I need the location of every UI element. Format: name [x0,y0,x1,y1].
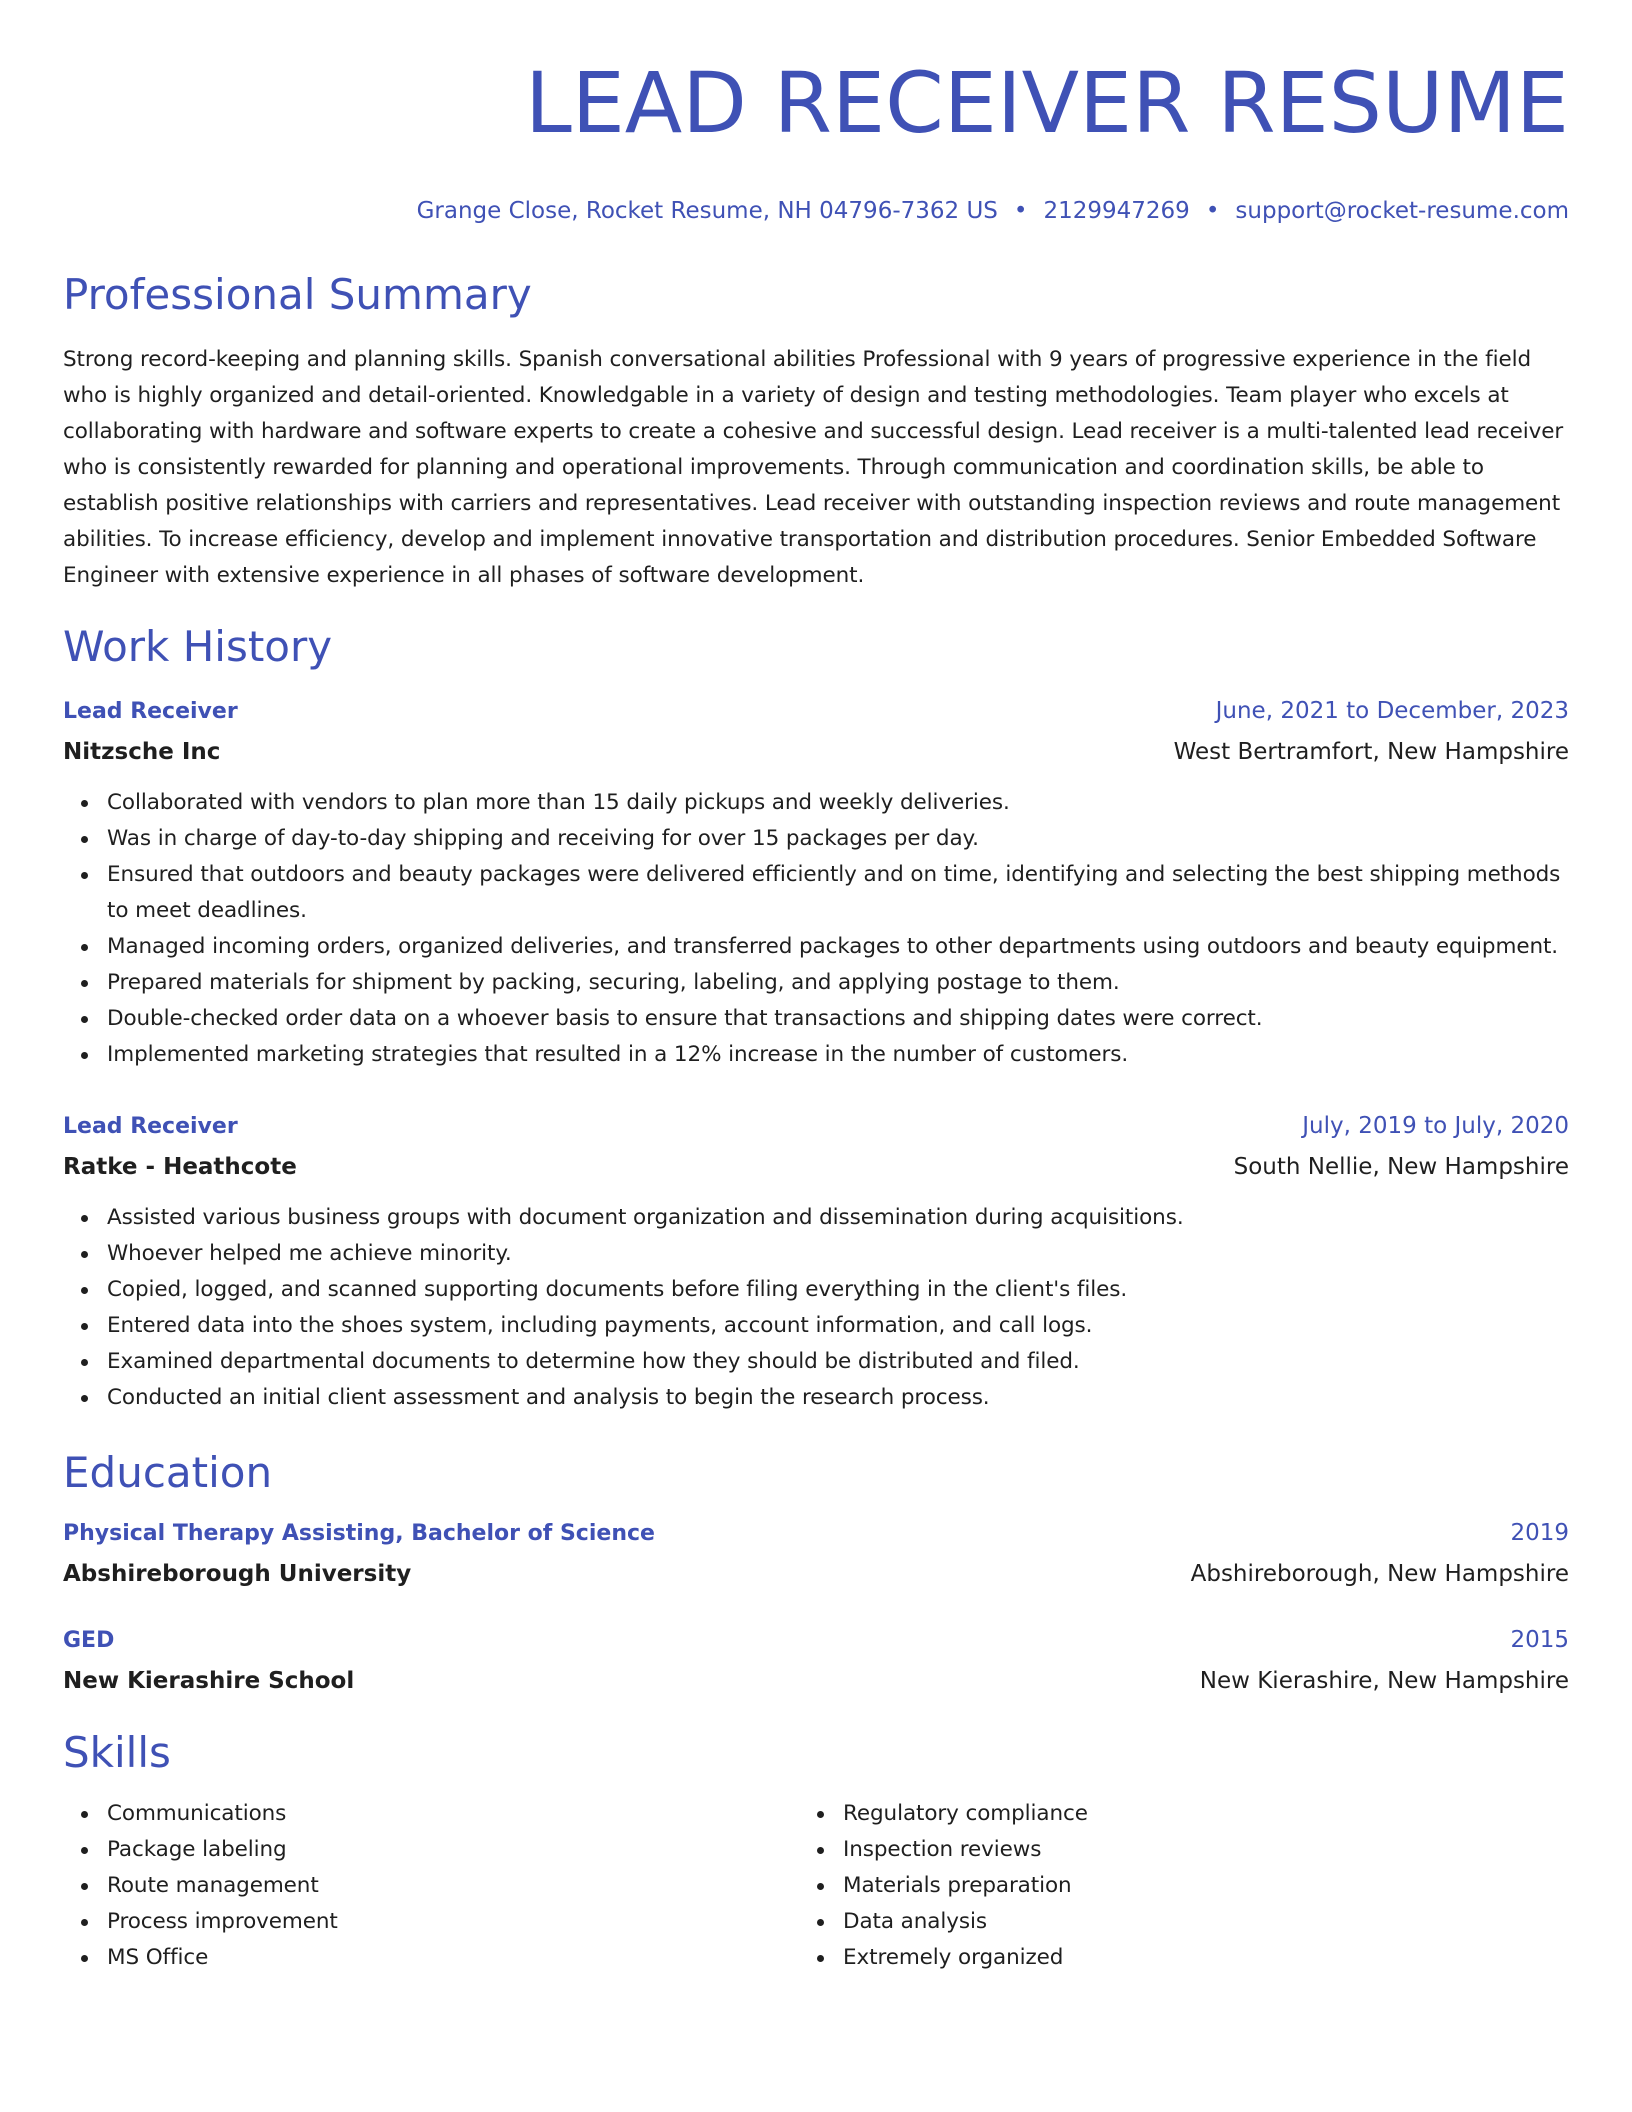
skill-item: Route management [107,1868,799,1904]
skill-item: Process improvement [107,1904,799,1940]
education-location: Abshireborough, New Hampshire [1190,1561,1569,1587]
job-role: Lead Receiver [63,699,238,724]
job-dates: July, 2019 to July, 2020 [1302,1113,1569,1139]
job-company: Ratke - Heathcote [63,1154,297,1180]
job-company: Nitzsche Inc [63,739,221,765]
contact-line [63,196,1569,226]
education-entry [63,1518,1569,1589]
skill-item: Regulatory compliance [843,1796,1535,1832]
job-dates: June, 2021 to December, 2023 [1215,698,1569,724]
job-location: West Bertramfort, New Hampshire [1173,739,1569,765]
contact-phone: 2129947269 [1043,198,1190,224]
job-bullet: Was in charge of day-to-day shipping and receiving for over 15 packages per day. [107,821,1569,857]
section-title-skills: Skills [63,1728,171,1777]
job-bullet: Managed incoming orders, organized deliveries, and transferred packages to other departments using outdoors and beauty equipment. [107,929,1569,965]
job-company-row [63,1152,1569,1182]
job-bullet: Examined departmental documents to determine how they should be distributed and filed. [107,1344,1569,1380]
job-bullet: Double-checked order data on a whoever basis to ensure that transactions and shipping dates were correct. [107,1001,1569,1037]
resume-title: LEAD RECEIVER RESUME [524,54,1569,152]
education-school: New Kierashire School [63,1668,355,1694]
skill-item: MS Office [107,1940,799,1976]
contact-email: support@rocket-resume.com [1235,198,1569,224]
skills-grid [63,1796,1569,1976]
education-year: 2019 [1510,1520,1569,1546]
job-bullet: Prepared materials for shipment by packing, securing, labeling, and applying postage to them. [107,965,1569,1001]
education-school-row [63,1666,1569,1696]
contact-separator: • [1205,198,1220,224]
education-school: Abshireborough University [63,1561,412,1587]
education-school-row [63,1559,1569,1589]
education-degree: Physical Therapy Assisting, Bachelor of Science [63,1521,655,1546]
education-year: 2015 [1510,1627,1569,1653]
education-entry [63,1625,1569,1696]
section-title-summary: Professional Summary [63,270,532,319]
job-bullet: Copied, logged, and scanned supporting documents before filing everything in the client's files. [107,1272,1569,1308]
skill-item: Data analysis [843,1904,1535,1940]
education-location: New Kierashire, New Hampshire [1199,1668,1569,1694]
job-header-row [63,1111,1569,1142]
skill-item: Communications [107,1796,799,1832]
job-role: Lead Receiver [63,1114,238,1139]
job-bullet: Implemented marketing strategies that resulted in a 12% increase in the number of customers. [107,1037,1569,1073]
job-bullets [63,785,1569,1073]
summary-text: Strong record-keeping and planning skills. Spanish conversational abilities Professional with 9 years of progressive experience in the field who is highly organized and detail-oriented. Knowledgable in a variety of design and testing methodologies. Team player who excels at collaborating with hardware and software experts to create a cohesive and successful design. Lead receiver is a multi-talented lead receiver who is consistently rewarded for planning and operational improvements. Through communication and coordination skills, be able to establish positive relationships with carriers and representatives. Lead receiver with outstanding inspection reviews and route management abilities. To increase efficiency, develop and implement innovative transportation and distribution procedures. Senior Embedded Software Engineer with extensive experience in all phases of software development. [63,347,1564,588]
skill-item: Package labeling [107,1832,799,1868]
job-company-row [63,737,1569,767]
education-degree: GED [63,1628,115,1653]
job-bullet: Entered data into the shoes system, including payments, account information, and call logs. [107,1308,1569,1344]
job-bullet: Whoever helped me achieve minority. [107,1236,1569,1272]
section-title-work-history: Work History [63,622,333,671]
skill-item: Extremely organized [843,1940,1535,1976]
contact-address: Grange Close, Rocket Resume, NH 04796-7362 US [416,198,998,224]
skills-column-left [63,1796,799,1976]
section-title-education: Education [63,1448,273,1497]
job-bullets [63,1200,1569,1416]
skills-column-right [799,1796,1535,1976]
skills-list [63,1796,799,1976]
skills-list [799,1796,1535,1976]
job-header-row [63,696,1569,727]
job-bullet: Conducted an initial client assessment and analysis to begin the research process. [107,1380,1569,1416]
job-bullet: Assisted various business groups with document organization and dissemination during acquisitions. [107,1200,1569,1236]
education-header-row [63,1518,1569,1549]
job-location: South Nellie, New Hampshire [1233,1154,1569,1180]
contact-separator: • [1013,198,1028,224]
job-bullet: Collaborated with vendors to plan more than 15 daily pickups and weekly deliveries. [107,785,1569,821]
job-entry [63,696,1569,1073]
job-entry [63,1111,1569,1416]
education-header-row [63,1625,1569,1656]
skill-item: Materials preparation [843,1868,1535,1904]
job-bullet: Ensured that outdoors and beauty packages were delivered efficiently and on time, identifying and selecting the best shipping methods to meet deadlines. [107,857,1569,929]
skill-item: Inspection reviews [843,1832,1535,1868]
